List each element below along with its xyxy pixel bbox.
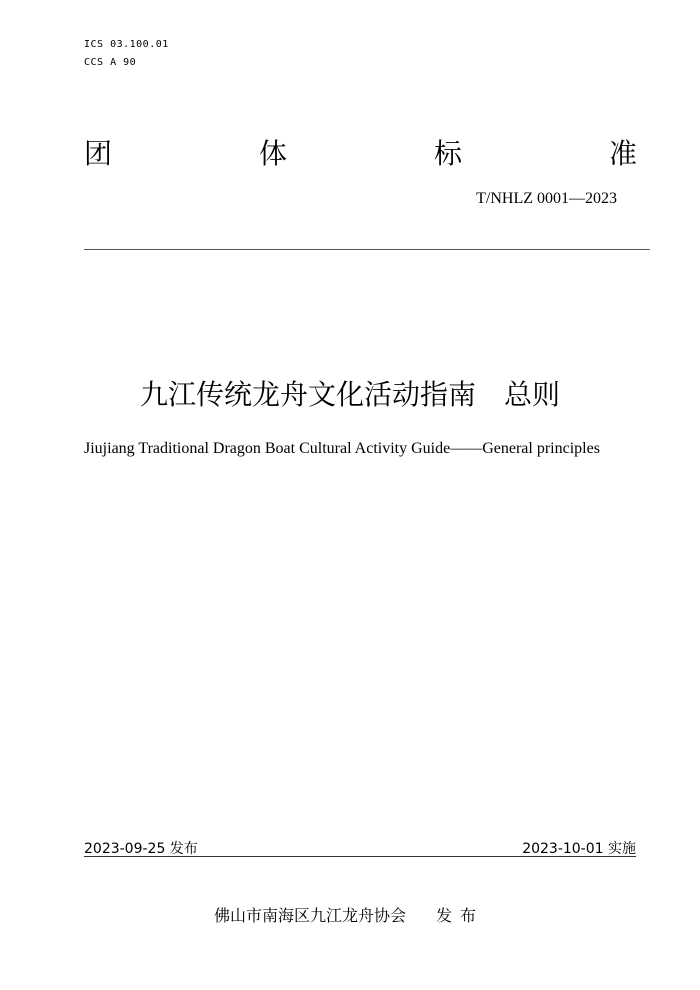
issue-date: 2023-09-25 发布 <box>84 841 198 857</box>
ccs-code: CCS A 90 <box>84 57 137 68</box>
standard-type-char: 准 <box>608 137 637 170</box>
issuer-action: 发布 <box>436 906 485 925</box>
issuer-name: 佛山市南海区九江龙舟协会 <box>214 906 407 925</box>
bottom-divider <box>84 856 636 857</box>
standard-number: T/NHLZ 0001—2023 <box>476 190 617 207</box>
classification-codes <box>84 36 169 72</box>
standard-type-heading <box>84 136 637 172</box>
ics-code: ICS 03.100.01 <box>84 39 169 50</box>
title-english: Jiujiang Traditional Dragon Boat Cultural Activity Guide——General principles <box>84 440 600 457</box>
title-chinese: 九江传统龙舟文化活动指南 总则 <box>139 378 560 411</box>
standard-type-char: 标 <box>433 137 462 170</box>
standard-type-char: 体 <box>258 137 287 170</box>
issuer-line <box>214 903 484 926</box>
standard-type-char: 团 <box>84 137 113 170</box>
implementation-date: 2023-10-01 实施 <box>522 841 636 857</box>
top-divider <box>84 249 650 250</box>
